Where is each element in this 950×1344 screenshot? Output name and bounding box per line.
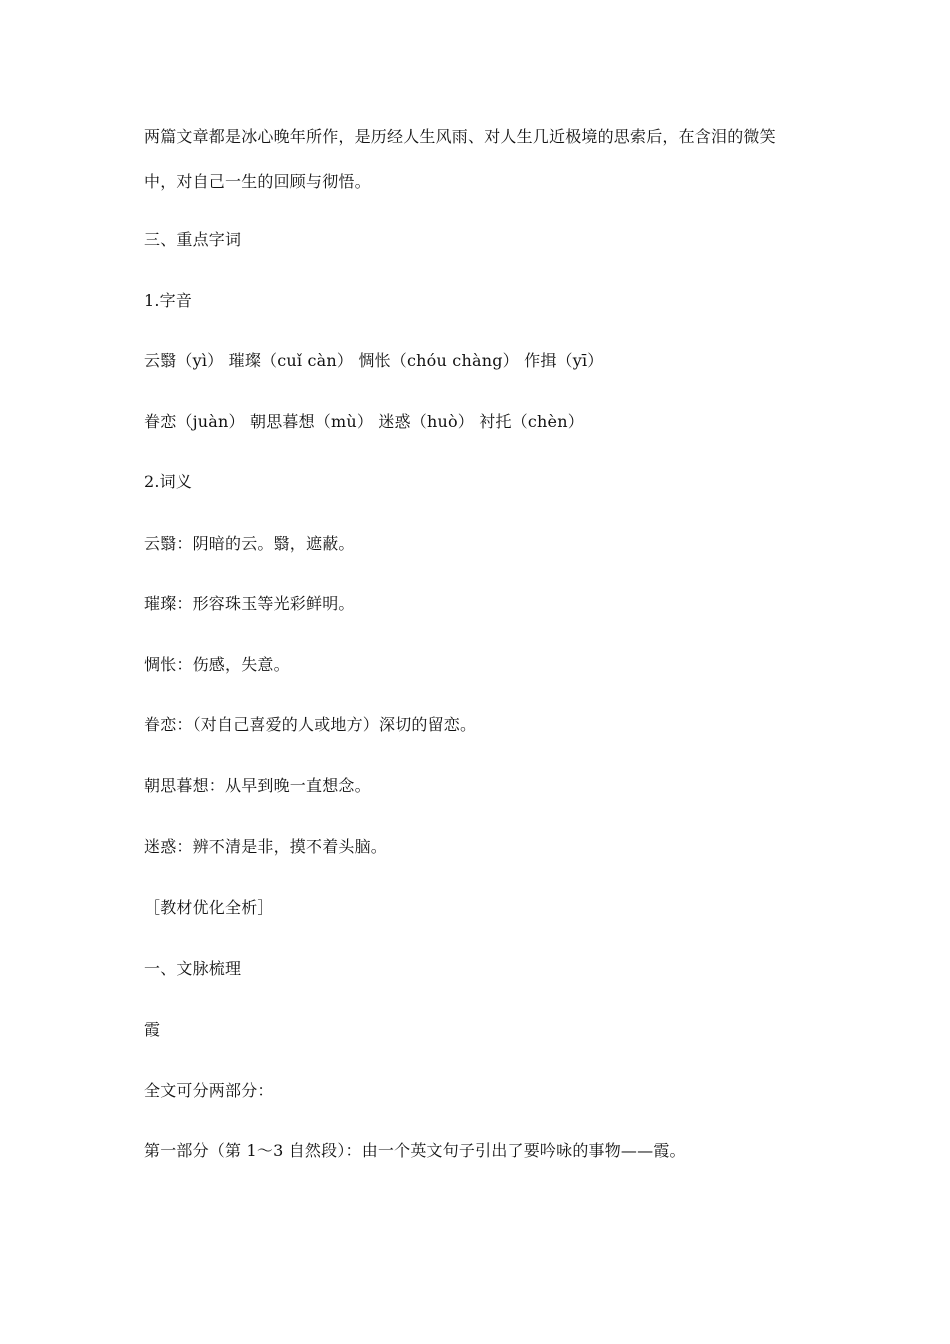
meaning-item: 迷惑：辨不清是非，摸不着头脑。: [144, 837, 388, 856]
textbook-analysis-heading: ［教材优化全析］: [144, 898, 274, 917]
article-title: 霞: [144, 1020, 161, 1039]
pronunciation-line-2: 眷恋（juàn） 朝思暮想（mù） 迷惑（huò） 衬托（chèn）: [144, 412, 584, 431]
part-one-description: 第一部分（第 1～3 自然段）：由一个英文句子引出了要吟咏的事物——霞。: [144, 1141, 686, 1160]
meaning-item: 云翳：阴暗的云。翳，遮蔽。: [144, 534, 355, 553]
pronunciation-line-1: 云翳（yì） 璀璨（cuǐ càn） 惆怅（chóu chàng） 作揖（yī）: [144, 351, 604, 370]
intro-paragraph-line-1: 两篇文章都是冰心晚年所作，是历经人生风雨、对人生几近极境的思索后，在含泪的微笑: [144, 127, 776, 146]
meaning-item: 璀璨：形容珠玉等光彩鲜明。: [144, 594, 355, 613]
meaning-item: 朝思暮想：从早到晚一直想念。: [144, 776, 371, 795]
meaning-heading: 2.词义: [144, 472, 193, 491]
intro-paragraph-line-2: 中，对自己一生的回顾与彻悟。: [144, 172, 371, 191]
section-three-heading: 三、重点字词: [144, 230, 242, 249]
section-one-heading: 一、文脉梳理: [144, 959, 242, 978]
pronunciation-heading: 1.字音: [144, 291, 193, 310]
structure-intro: 全文可分两部分：: [144, 1081, 274, 1100]
meaning-item: 眷恋：（对自己喜爱的人或地方）深切的留恋。: [144, 715, 477, 734]
meaning-item: 惆怅：伤感，失意。: [144, 655, 290, 674]
